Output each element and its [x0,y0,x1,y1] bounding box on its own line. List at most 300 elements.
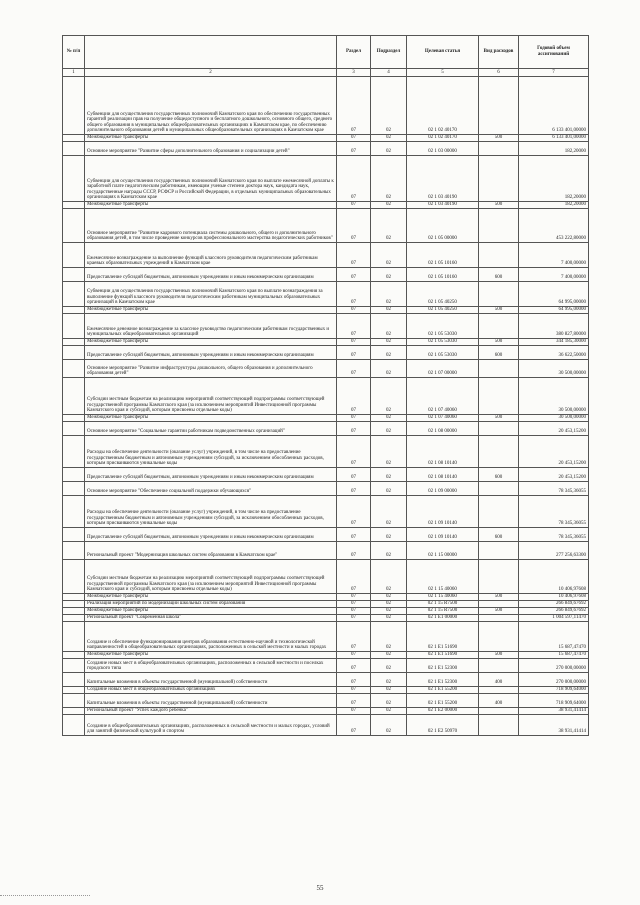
row-vr: 600 [479,268,519,282]
row-cst: 02 1 15 40060 [407,560,479,594]
row-podrazdel: 02 [371,615,407,622]
row-number [63,694,85,708]
col-number: 7 [519,69,589,77]
row-sum: 7 400,00000 [519,268,589,282]
row-number [63,608,85,615]
col-number: 2 [85,69,337,77]
row-sum: 15 687,47470 [519,622,589,652]
row-cst: 02 1 E1 51690 [407,622,479,652]
row-number [63,314,85,339]
row-number [63,142,85,156]
row-vr: 600 [479,528,519,542]
row-cst: 02 1 05 40250 [407,307,479,314]
row-vr: 500 [479,202,519,209]
row-podrazdel: 02 [371,243,407,268]
row-name: Субвенции для осуществления государственных полномочий Камчатского края по выплате ежемесячной доплаты к заработной плате педагогическим работникам, имеющим ученые степени доктора наук, кандидата наук, государственные награды СССР, РСФСР и Российской Федерации, в отдельных муниципальных образовательных организациях в Камчатском крае [85,156,337,202]
row-podrazdel: 02 [371,378,407,415]
col-header-number: № п/п [63,36,85,69]
row-cst: 02 1 03 40190 [407,202,479,209]
row-number [63,673,85,687]
row-name: Межбюджетные трансферты [85,608,337,615]
table-row [63,694,589,708]
row-name: Капитальные вложения в объекты государственной (муниципальной) собственности [85,673,337,687]
row-name: Предоставление субсидий бюджетным, автономным учреждениям и иным некоммерческим организациям [85,268,337,282]
col-header-razdel: Раздел [337,36,371,69]
row-cst: 02 1 E2 50970 [407,715,479,736]
table-row [63,142,589,156]
row-name: Ежемесячное вознаграждение за выполнение функций классного руководителя педагогическим работникам краевых образовательных учреждений в Камчатском крае [85,243,337,268]
row-sum: 38 931,41414 [519,715,589,736]
row-podrazdel: 02 [371,468,407,482]
row-sum: 277 256,63300 [519,542,589,560]
row-cst: 02 1 05 53030 [407,339,479,346]
row-number [63,601,85,608]
row-razdel: 07 [337,415,371,422]
row-sum: 20 453,15200 [519,468,589,482]
row-razdel: 07 [337,436,371,468]
row-name: Создание новых мест в общеобразовательных организациях, расположенных в сельской местности и поселках городского типа [85,659,337,673]
row-podrazdel: 02 [371,482,407,496]
row-podrazdel: 02 [371,436,407,468]
row-podrazdel: 02 [371,135,407,142]
row-cst: 02 1 E1 55200 [407,687,479,694]
col-number: 3 [337,69,371,77]
row-sum: 78 345,36055 [519,482,589,496]
row-name: Создание в общеобразовательных организациях, расположенных в сельской местности и малых городах, условий для занятий физической культурой и спортом [85,715,337,736]
row-name: Создание новых мест в общеобразовательных организациях [85,687,337,694]
table-body [63,77,589,736]
row-vr: 500 [479,135,519,142]
row-sum: 15 687,47470 [519,652,589,659]
table-header-row [63,36,589,69]
row-vr [479,496,519,528]
row-number [63,135,85,142]
table-row [63,708,589,715]
row-podrazdel: 02 [371,314,407,339]
row-podrazdel: 02 [371,346,407,360]
row-vr: 600 [479,346,519,360]
row-number [63,77,85,135]
row-cst: 02 1 07 40060 [407,415,479,422]
row-name: Основное мероприятие "Развитие инфраструктуры дошкольного, общего образования и дополнительного образования детей" [85,360,337,378]
row-name: Основное мероприятие "Развитие сферы дополнительного образования и социализации детей" [85,142,337,156]
row-vr [479,378,519,415]
row-vr [479,659,519,673]
table-row [63,202,589,209]
row-vr [479,360,519,378]
row-razdel: 07 [337,528,371,542]
row-podrazdel: 02 [371,422,407,436]
row-razdel: 07 [337,156,371,202]
row-sum: 718 909,64000 [519,687,589,694]
row-vr [479,708,519,715]
row-number [63,360,85,378]
row-razdel: 07 [337,77,371,135]
row-name: Региональный проект "Успех каждого ребенка" [85,708,337,715]
row-sum: 6 133 401,00000 [519,135,589,142]
row-sum: 20 453,15200 [519,422,589,436]
row-sum: 30 500,00000 [519,378,589,415]
row-sum: 78 345,36055 [519,528,589,542]
table-row [63,422,589,436]
row-razdel: 07 [337,694,371,708]
row-sum: 182,20000 [519,202,589,209]
row-cst: 02 1 E2 00000 [407,708,479,715]
row-podrazdel: 02 [371,608,407,615]
row-podrazdel: 02 [371,560,407,594]
row-number [63,560,85,594]
row-podrazdel: 02 [371,339,407,346]
row-razdel: 07 [337,307,371,314]
row-vr [479,282,519,307]
row-number [63,415,85,422]
row-vr: 500 [479,608,519,615]
row-vr: 500 [479,594,519,601]
row-vr: 400 [479,673,519,687]
row-number [63,622,85,652]
row-podrazdel: 02 [371,622,407,652]
row-sum: 78 345,36055 [519,496,589,528]
row-number [63,346,85,360]
row-number [63,436,85,468]
col-header-podrazdel: Подраздел [371,36,407,69]
row-podrazdel: 02 [371,142,407,156]
row-vr: 500 [479,652,519,659]
row-vr: 500 [479,307,519,314]
table-row [63,673,589,687]
row-razdel: 07 [337,346,371,360]
row-cst: 02 1 E1 51690 [407,652,479,659]
row-podrazdel: 02 [371,77,407,135]
table-row [63,468,589,482]
row-razdel: 07 [337,339,371,346]
row-name: Расходы на обеспечение деятельности (оказание услуг) учреждений, в том числе на предоставление государственным бюджетным и автономным учреждениям субсидий, за исключением обособленных расходов, которым присваиваются уникальные коды [85,496,337,528]
row-number [63,594,85,601]
row-name: Региональный проект "Модернизация школьных систем образования в Камчатском крае" [85,542,337,560]
row-cst: 02 1 09 00000 [407,482,479,496]
row-sum: 10 406,97608 [519,594,589,601]
row-number [63,243,85,268]
row-razdel: 07 [337,715,371,736]
table-row [63,542,589,560]
row-name: Межбюджетные трансферты [85,307,337,314]
row-cst: 02 1 15 40060 [407,594,479,601]
row-cst: 02 1 07 00000 [407,360,479,378]
row-podrazdel: 02 [371,268,407,282]
row-sum: 36 622,50000 [519,346,589,360]
table-row [63,339,589,346]
row-cst: 02 1 05 40250 [407,282,479,307]
row-sum: 10 406,97608 [519,560,589,594]
row-sum: 270 000,00000 [519,659,589,673]
row-cst: 02 1 09 10140 [407,528,479,542]
col-header-sum: Годовой объем ассигнований [519,36,589,69]
table-row [63,243,589,268]
col-header-cst: Целевая статья [407,36,479,69]
row-number [63,468,85,482]
row-podrazdel: 02 [371,528,407,542]
row-razdel: 07 [337,422,371,436]
table-row [63,482,589,496]
row-podrazdel: 02 [371,673,407,687]
row-sum: 6 133 401,00000 [519,77,589,135]
row-name: Межбюджетные трансферты [85,652,337,659]
col-number: 5 [407,69,479,77]
row-cst: 02 1 15 R7500 [407,601,479,608]
row-vr [479,422,519,436]
row-cst: 02 1 07 40060 [407,378,479,415]
row-cst: 02 1 02 40170 [407,77,479,135]
row-podrazdel: 02 [371,415,407,422]
row-number [63,542,85,560]
col-number: 6 [479,69,519,77]
row-vr [479,615,519,622]
row-razdel: 07 [337,378,371,415]
table-row [63,268,589,282]
row-name: Основное мероприятие "Обеспечение социальной поддержки обучающихся" [85,482,337,496]
column-number-row [63,69,589,77]
row-podrazdel: 02 [371,594,407,601]
col-number: 1 [63,69,85,77]
row-name: Ежемесячное денежное вознаграждение за классное руководство педагогическим работникам государственных и муниципальных общеобразовательных организаций [85,314,337,339]
budget-table [62,35,589,736]
table-row [63,601,589,608]
row-razdel: 07 [337,652,371,659]
table-row [63,652,589,659]
row-vr [479,243,519,268]
row-vr: 600 [479,468,519,482]
row-sum: 453 222,80000 [519,209,589,243]
row-cst: 02 1 03 40190 [407,156,479,202]
row-name: Субвенции для осуществления государственных полномочий Камчатского края по выплате вознаграждения за выполнение функций классного руководителя педагогическим работникам муниципальных образовательных организаций в Камчатском крае [85,282,337,307]
row-sum: 64 995,00000 [519,282,589,307]
row-sum: 20 453,15200 [519,436,589,468]
table-row [63,378,589,415]
row-razdel: 07 [337,209,371,243]
row-razdel: 07 [337,687,371,694]
row-number [63,209,85,243]
row-razdel: 07 [337,243,371,268]
row-razdel: 07 [337,142,371,156]
row-sum: 182,20000 [519,142,589,156]
table-row [63,594,589,601]
row-cst: 02 1 05 10160 [407,243,479,268]
row-razdel: 07 [337,314,371,339]
row-razdel: 07 [337,615,371,622]
row-number [63,202,85,209]
row-sum: 7 400,00000 [519,243,589,268]
row-number [63,708,85,715]
row-razdel: 07 [337,268,371,282]
row-cst: 02 1 02 40170 [407,135,479,142]
row-name: Межбюджетные трансферты [85,415,337,422]
row-name: Региональный проект "Современная школа" [85,615,337,622]
row-podrazdel: 02 [371,687,407,694]
table-row [63,209,589,243]
row-sum: 30 500,00000 [519,360,589,378]
row-podrazdel: 02 [371,694,407,708]
row-number [63,496,85,528]
row-podrazdel: 02 [371,652,407,659]
row-vr [479,77,519,135]
row-sum: 64 995,00000 [519,307,589,314]
row-number [63,652,85,659]
row-number [63,282,85,307]
row-podrazdel: 02 [371,307,407,314]
row-number [63,482,85,496]
col-header-name [85,36,337,69]
table-row [63,135,589,142]
row-cst: 02 1 05 53030 [407,314,479,339]
row-sum: 380 827,80000 [519,314,589,339]
row-vr [479,560,519,594]
row-vr: 500 [479,339,519,346]
table-row [63,622,589,652]
row-vr [479,209,519,243]
row-name: Межбюджетные трансферты [85,135,337,142]
row-cst: 02 1 05 00000 [407,209,479,243]
row-podrazdel: 02 [371,202,407,209]
row-sum: 718 909,64000 [519,694,589,708]
table-row [63,307,589,314]
row-razdel: 07 [337,560,371,594]
table-row [63,496,589,528]
row-podrazdel: 02 [371,156,407,202]
row-name: Предоставление субсидий бюджетным, автономным учреждениям и иным некоммерческим организациям [85,528,337,542]
page-number: 55 [316,884,324,892]
row-vr: 500 [479,415,519,422]
table-row [63,615,589,622]
row-cst: 02 1 05 53030 [407,346,479,360]
table-row [63,659,589,673]
row-vr [479,715,519,736]
row-vr [479,601,519,608]
table-row [63,314,589,339]
row-number [63,687,85,694]
row-vr [479,542,519,560]
table-row [63,715,589,736]
row-vr [479,687,519,694]
col-header-vr: Вид расходов [479,36,519,69]
row-razdel: 07 [337,468,371,482]
row-sum: 266 849,67692 [519,601,589,608]
row-razdel: 07 [337,496,371,528]
row-razdel: 07 [337,608,371,615]
row-number [63,659,85,673]
row-podrazdel: 02 [371,659,407,673]
row-podrazdel: 02 [371,282,407,307]
row-cst: 02 1 15 R7500 [407,608,479,615]
row-vr: 400 [479,694,519,708]
row-name: Предоставление субсидий бюджетным, автономным учреждениям и иным некоммерческим организациям [85,346,337,360]
row-razdel: 07 [337,601,371,608]
row-name: Межбюджетные трансферты [85,594,337,601]
col-number: 4 [371,69,407,77]
row-razdel: 07 [337,659,371,673]
row-number [63,715,85,736]
table-row [63,687,589,694]
row-cst: 02 1 E1 52300 [407,673,479,687]
row-podrazdel: 02 [371,708,407,715]
row-name: Субсидии местным бюджетам на реализацию мероприятий соответствующей подпрограммы соответствующей государственной программы Камчатского края (за исключением мероприятий Инвестиционной программы Камчатского края и субсидий, которым присвоены отдельные коды) [85,378,337,415]
row-number [63,422,85,436]
row-razdel: 07 [337,622,371,652]
row-name: Предоставление субсидий бюджетным, автономным учреждениям и иным некоммерческим организациям [85,468,337,482]
row-razdel: 07 [337,202,371,209]
table-row [63,608,589,615]
row-name: Создание и обеспечение функционирования центров образования естественно-научной и технологической направленностей в общеобразовательных организациях, расположенных в сельской местности и малых городах [85,622,337,652]
row-sum: 266 849,67692 [519,608,589,615]
row-sum: 182,20000 [519,156,589,202]
row-cst: 02 1 05 10160 [407,268,479,282]
table-row [63,528,589,542]
row-number [63,339,85,346]
row-sum: 344 185,30000 [519,339,589,346]
row-razdel: 07 [337,282,371,307]
table-row [63,156,589,202]
row-vr [479,142,519,156]
table-row [63,560,589,594]
row-sum: 30 500,00000 [519,415,589,422]
row-podrazdel: 02 [371,360,407,378]
row-vr [479,156,519,202]
row-razdel: 07 [337,482,371,496]
row-cst: 02 1 09 10140 [407,496,479,528]
row-cst: 02 1 E1 52300 [407,659,479,673]
row-sum: 1 004 597,11470 [519,615,589,622]
row-name: Субвенции для осуществления государственных полномочий Камчатского края по обеспечению государственных гарантий реализации прав на получение общедоступного и бесплатного дошкольного, основного общего, среднего общего образования в муниципальных общеобразовательных организациях в Камчатском крае, по обеспечению дополнительного образования детей в муниципальных общеобразовательных организациях в Камчатском крае [85,77,337,135]
table-row [63,415,589,422]
row-number [63,156,85,202]
row-vr [479,436,519,468]
row-razdel: 07 [337,594,371,601]
row-vr [479,622,519,652]
row-name: Расходы на обеспечение деятельности (оказание услуг) учреждений, в том числе на предоставление государственным бюджетным и автономным учреждениям субсидий, за исключением обособленных расходов, которым присваиваются уникальные коды [85,436,337,468]
row-razdel: 07 [337,360,371,378]
row-name: Основное мероприятие "Развитие кадрового потенциала системы дошкольного, общего и дополнительного образования детей, в том числе проведение конкурсов профессионального мастерства педагогических работников" [85,209,337,243]
row-cst: 02 1 03 00000 [407,142,479,156]
row-cst: 02 1 E1 55200 [407,694,479,708]
row-number [63,378,85,415]
row-name: Субсидии местным бюджетам на реализацию мероприятий соответствующей подпрограммы соответствующей государственной программы Камчатского края (за исключением мероприятий Инвестиционной программы Камчатского края и субсидий, которым присвоены отдельные коды) [85,560,337,594]
footer-divider [0,895,90,896]
row-cst: 02 1 08 10140 [407,436,479,468]
row-name: Межбюджетные трансферты [85,339,337,346]
row-razdel: 07 [337,542,371,560]
row-razdel: 07 [337,135,371,142]
table-row [63,360,589,378]
row-podrazdel: 02 [371,715,407,736]
table-row [63,77,589,135]
row-razdel: 07 [337,708,371,715]
row-podrazdel: 02 [371,542,407,560]
row-name: Межбюджетные трансферты [85,202,337,209]
row-podrazdel: 02 [371,601,407,608]
row-vr [479,482,519,496]
row-podrazdel: 02 [371,496,407,528]
table-row [63,436,589,468]
row-name: Реализация мероприятий по модернизации школьных систем образования [85,601,337,608]
row-sum: 38 931,41414 [519,708,589,715]
row-cst: 02 1 08 00000 [407,422,479,436]
row-number [63,528,85,542]
row-number [63,268,85,282]
row-podrazdel: 02 [371,209,407,243]
table-row [63,282,589,307]
row-razdel: 07 [337,673,371,687]
row-number [63,615,85,622]
row-vr [479,314,519,339]
